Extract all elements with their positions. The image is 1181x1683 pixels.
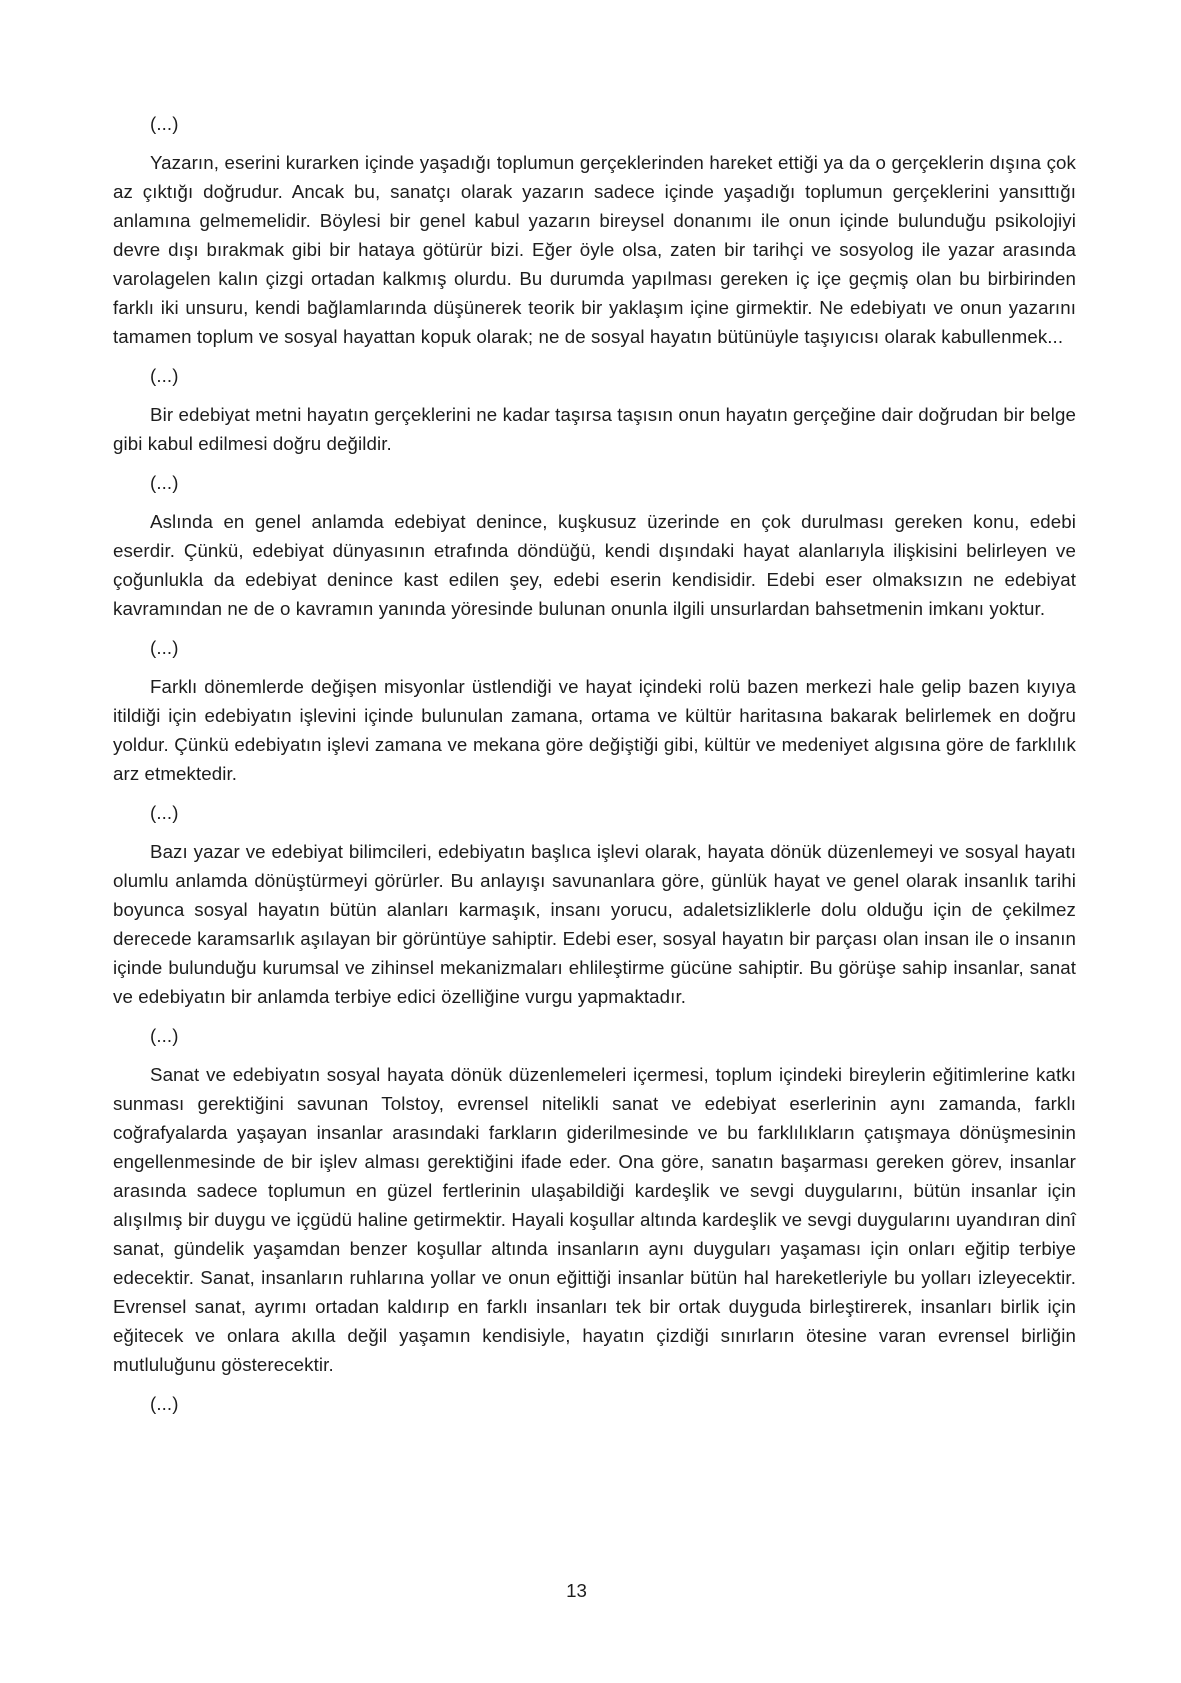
ellipsis-marker: (...) bbox=[150, 472, 179, 493]
body-paragraph: Yazarın, eserini kurarken içinde yaşadığı toplumun gerçeklerinden hareket ettiği ya da o gerçeklerin dışına çok az çıktığı doğrudur. Ancak bu, sanatçı olarak yazarın sadece içinde yaşadığı toplumun gerçeklerini yansıttığı anlamına gelmemelidir. Böylesi bir genel kabul yazarın bireysel donanımı ile onun içinde bulunduğu psikolojiyi devre dışı bırakmak gibi bir hataya götürür bizi. Eğer öyle olsa, zaten bir tarihçi ve sosyolog ile yazar arasında varolagelen kalın çizgi ortadan kalkmış olurdu. Bu durumda yapılması gereken iç içe geçmiş olan bu birbirinden farklı iki unsuru, kendi bağlamlarında düşünerek teorik bir yaklaşım içine girmektir. Ne edebiyatı ve onun yazarını tamamen toplum ve sosyal hayattan kopuk olarak; ne de sosyal hayatın bütünüyle taşıyıcısı olarak kabullenmek... bbox=[113, 152, 1076, 347]
ellipsis-marker: (...) bbox=[150, 1025, 179, 1046]
body-paragraph: Bir edebiyat metni hayatın gerçeklerini ne kadar taşırsa taşısın onun hayatın gerçeğine dair doğrudan bir belge gibi kabul edilmesi doğru değildir. bbox=[113, 404, 1076, 454]
ellipsis-marker: (...) bbox=[150, 802, 179, 823]
body-paragraph: Bazı yazar ve edebiyat bilimcileri, edebiyatın başlıca işlevi olarak, hayata dönük düzenlemeyi ve sosyal hayatı olumlu anlamda dönüştürmeyi görürler. Bu anlayışı savunanlara göre, günlük hayat ve genel olarak insanlık tarihi boyunca sosyal hayatın bütün alanları karmaşık, insanı yorucu, adaletsizliklerle dolu olduğu için de çekilmez derecede karamsarlık aşılayan bir görüntüye sahiptir. Edebi eser, sosyal hayatın bir parçası olan insan ile o insanın içinde bulunduğu kurumsal ve zihinsel mekanizmaları ehlileştirme gücüne sahiptir. Bu görüşe sahip insanlar, sanat ve edebiyatın bir anlamda terbiye edici özelliğine vurgu yapmaktadır. bbox=[113, 841, 1076, 1007]
page-number: 13 bbox=[566, 1580, 587, 1601]
body-paragraph: Aslında en genel anlamda edebiyat denince, kuşkusuz üzerinde en çok durulması gereken konu, edebi eserdir. Çünkü, edebiyat dünyasının etrafında döndüğü, kendi dışındaki hayat alanlarıyla ilişkisini belirleyen ve çoğunlukla da edebiyat denince kast edilen şey, edebi eserin kendisidir. Edebi eser olmaksızın ne edebiyat kavramından ne de o kavramın yanında yöresinde bulunan onunla ilgili unsurlardan bahsetmenin imkanı yoktur. bbox=[113, 511, 1076, 619]
ellipsis-marker: (...) bbox=[150, 637, 179, 658]
page-body-text bbox=[113, 98, 1076, 1428]
body-paragraph: Sanat ve edebiyatın sosyal hayata dönük düzenlemeleri içermesi, toplum içindeki bireylerin eğitimlerine katkı sunması gerektiğini savunan Tolstoy, evrensel nitelikli sanat ve edebiyat eserlerinin aynı zamanda, farklı coğrafyalarda yaşayan insanlar arasındaki farkların giderilmesinde ve bu farklılıkların çatışmaya dönüşmesinin engellenmesinde de bir işlev alması gerektiğini ifade eder. Ona göre, sanatın başarması gereken görev, insanlar arasında sadece toplumun en güzel fertlerinin ulaşabildiği kardeşlik ve sevgi duygularını, bütün insanlar için alışılmış bir duygu ve içgüdü haline getirmektir. Hayali koşullar altında kardeşlik ve sevgi duygularını uyandıran dinî sanat, gündelik yaşamdan benzer koşullar altında insanların aynı duyguları yaşaması için onları eğitip terbiye edecektir. Sanat, insanların ruhlarına yollar ve onun eğittiği insanlar bütün hal hareketleriyle bu yolları izleyecektir. Evrensel sanat, ayrımı ortadan kaldırıp en farklı insanları tek bir ortak duyguda birleştirerek, insanları birlik için eğitecek ve onlara akılla değil yaşamın kendisiyle, hayatın çizdiği sınırların ötesine varan evrensel birliğin mutluluğunu gösterecektir. bbox=[113, 1064, 1076, 1375]
ellipsis-marker: (...) bbox=[150, 113, 179, 134]
body-paragraph: Farklı dönemlerde değişen misyonlar üstlendiği ve hayat içindeki rolü bazen merkezi hale gelip bazen kıyıya itildiği için edebiyatın işlevini içinde bulunulan zamana, ortama ve kültür haritasına bakarak belirlemek en doğru yoldur. Çünkü edebiyatın işlevi zamana ve mekana göre değiştiği gibi, kültür ve medeniyet algısına göre de farklılık arz etmektedir. bbox=[113, 676, 1076, 784]
ellipsis-marker: (...) bbox=[150, 365, 179, 386]
ellipsis-marker: (...) bbox=[150, 1393, 179, 1414]
